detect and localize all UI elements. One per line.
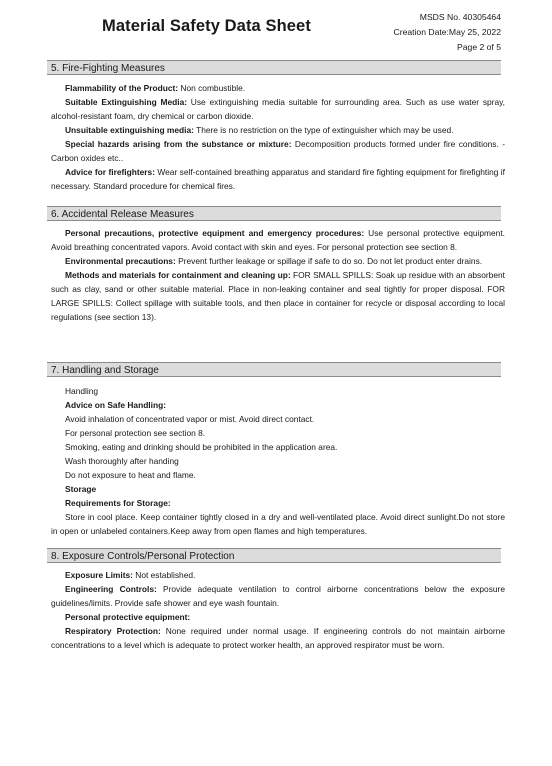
unsuitable-media-paragraph: [51, 123, 505, 137]
containment-methods-label: Methods and materials for containment and cleaning up:: [65, 270, 291, 280]
exposure-limits-label: Exposure Limits:: [65, 570, 133, 580]
environmental-precautions-label: Environmental precautions:: [65, 256, 176, 266]
personal-precautions-paragraph: [51, 226, 505, 254]
personal-precautions-label: Personal precautions, protective equipment and emergency procedures:: [65, 228, 365, 238]
unsuitable-media-label: Unsuitable extinguishing media:: [65, 125, 194, 135]
containment-methods-paragraph: [51, 268, 505, 324]
environmental-precautions-paragraph: [51, 254, 505, 268]
special-hazards-label: Special hazards arising from the substance or mixture:: [65, 139, 292, 149]
section-8-heading: 8. Exposure Controls/Personal Protection: [47, 548, 501, 563]
respiratory-protection-label: Respiratory Protection:: [65, 626, 161, 636]
exposure-limits-text: Not established.: [132, 570, 196, 580]
firefighter-advice-label: Advice for firefighters:: [65, 167, 155, 177]
storage-requirements-label: Requirements for Storage:: [65, 498, 171, 508]
handling-line: For personal protection see section 8.: [65, 428, 206, 438]
firefighter-advice-paragraph: [51, 165, 505, 193]
storage-subheading: Storage: [65, 484, 97, 494]
firefighter-advice-text: Wear self-contained breathing apparatus and standard fire fighting equipment for firefighting if necessary. Standard procedure for chemical fires.: [51, 167, 505, 191]
special-hazards-text: Decomposition products formed under fire conditions. - Carbon oxides etc..: [51, 139, 505, 163]
msds-number: MSDS No. 40305464: [419, 12, 501, 22]
section-5-body: [51, 81, 505, 193]
handling-line: Avoid inhalation of concentrated vapor or mist. Avoid direct contact.: [65, 414, 315, 424]
section-5-heading: 5. Fire-Fighting Measures: [47, 60, 501, 75]
handling-line: Smoking, eating and drinking should be prohibited in the application area.: [65, 442, 338, 452]
respiratory-protection-text: None required under normal usage. If engineering controls do not maintain airborne concentrations to a level which is adequate to protect worker health, an approved respirator must be worn.: [51, 626, 505, 650]
document-meta: [394, 10, 502, 55]
document-title: Material Safety Data Sheet: [102, 17, 311, 35]
section-8-body: [51, 568, 505, 652]
environmental-precautions-text: Prevent further leakage or spillage if safe to do so. Do not let product enter drains.: [175, 256, 483, 266]
exposure-limits-paragraph: [51, 568, 505, 582]
flammability-paragraph: [51, 81, 505, 95]
engineering-controls-label: Engineering Controls:: [65, 584, 157, 594]
containment-methods-text: FOR SMALL SPILLS: Soak up residue with an absorbent such as clay, sand or other suitable material. Place in non-leaking container and seal tightly for proper disposal. FOR LARGE SPILLS: Collect spillage with suitable tools, and then place in container for recycle or disposal according to local regulations (see section 13).: [51, 270, 505, 322]
suitable-media-label: Suitable Extinguishing Media:: [65, 97, 188, 107]
storage-requirements-text: Store in cool place. Keep container tightly closed in a dry and well-ventilated place. Avoid direct sunlight.Do not store in open or unlabeled containers.Keep away from open flames and high temperatures.: [51, 512, 505, 536]
safe-handling-label: Advice on Safe Handling:: [65, 400, 166, 410]
suitable-media-text: Use extinguishing media suitable for surrounding area. Such as use water spray, alcohol-resistant foam, dry chemical or carbon dioxide.: [51, 97, 506, 121]
page-number: Page 2 of 5: [457, 42, 501, 52]
section-7-body: [51, 384, 505, 538]
ppe-subheading: Personal protective equipment:: [65, 612, 191, 622]
suitable-media-paragraph: [51, 95, 505, 123]
section-6-heading: 6. Accidental Release Measures: [47, 206, 501, 221]
creation-date: Creation Date:May 25, 2022: [393, 27, 501, 37]
engineering-controls-paragraph: [51, 582, 505, 610]
section-7-heading: 7. Handling and Storage: [47, 362, 501, 377]
flammability-text: Non combustible.: [178, 83, 246, 93]
handling-line: Do not exposure to heat and flame.: [65, 470, 196, 480]
flammability-label: Flammability of the Product:: [65, 83, 179, 93]
handling-line: Wash thoroughly after handing: [65, 456, 179, 466]
handling-subheading: Handling: [65, 386, 99, 396]
personal-precautions-text: Use personal protective equipment. Avoid breathing concentrated vapors. Avoid contact with skin and eyes. For personal protection see section 8.: [51, 228, 505, 252]
special-hazards-paragraph: [51, 137, 505, 165]
respiratory-protection-paragraph: [51, 624, 505, 652]
unsuitable-media-text: There is no restriction on the type of extinguisher which may be used.: [193, 125, 454, 135]
engineering-controls-text: Provide adequate ventilation to control airborne concentrations below the exposure guidelines/limits. Provide safe shower and eye wash fountain.: [51, 584, 505, 608]
section-6-body: [51, 226, 505, 324]
